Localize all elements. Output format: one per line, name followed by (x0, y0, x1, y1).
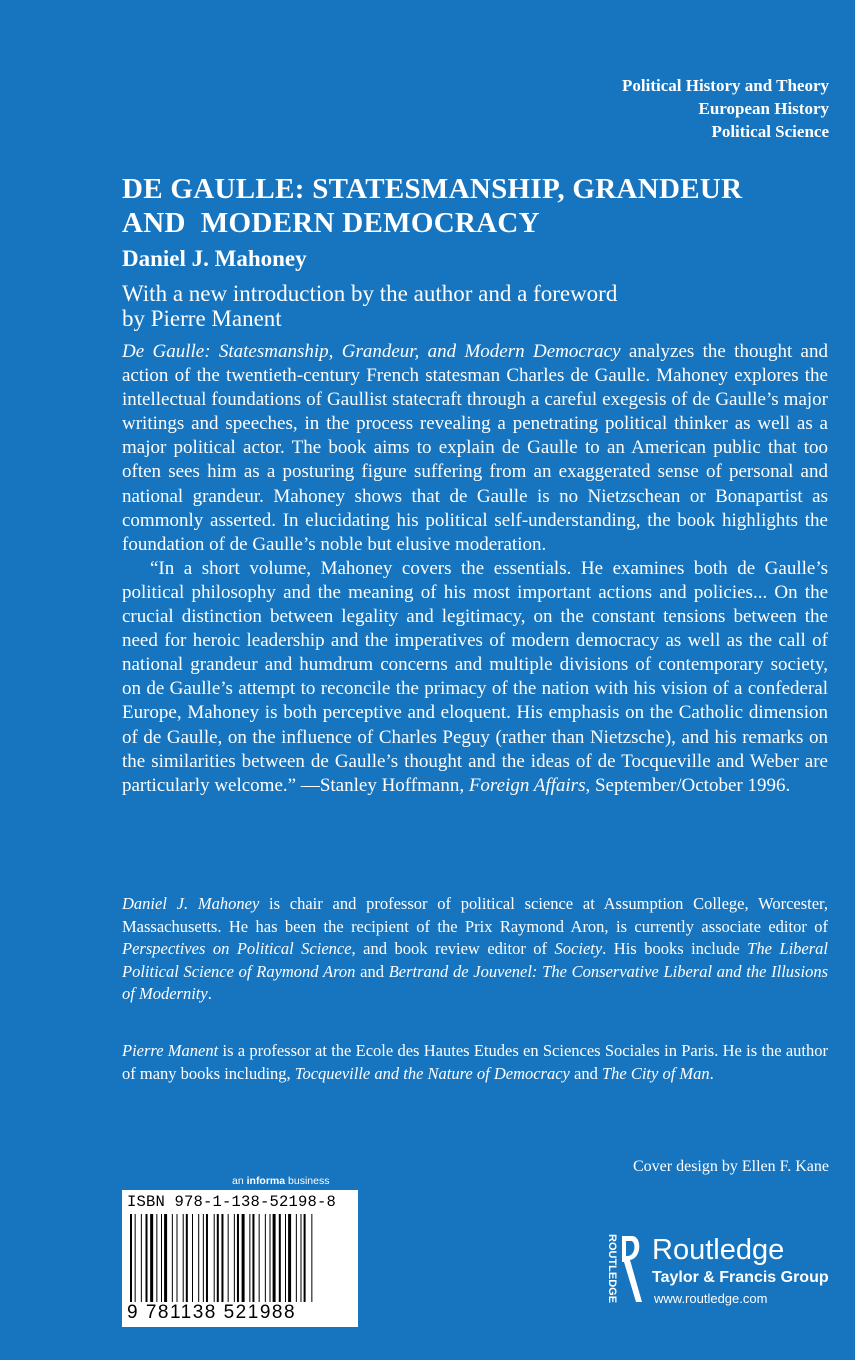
bio-text: . (207, 984, 212, 1003)
barcode-bars (126, 1214, 354, 1314)
barcode-bar (192, 1214, 193, 1314)
barcode-bar (130, 1214, 132, 1314)
subject-line: Political Science (711, 122, 829, 141)
barcode-bar (311, 1214, 312, 1314)
barcode-bar (259, 1214, 260, 1314)
bio-name: Daniel J. Mahoney (122, 894, 260, 913)
barcode-bar (237, 1214, 239, 1314)
barcode-bar (234, 1214, 235, 1314)
subject-line: European History (698, 99, 829, 118)
publisher-group: Taylor & Francis Group (652, 1269, 829, 1286)
bio-text: . His books include (602, 939, 748, 958)
publisher-website: www.routledge.com (654, 1291, 768, 1306)
subject-line: Political History and Theory (622, 76, 829, 95)
review-quote (122, 557, 828, 798)
barcode-bar (265, 1214, 266, 1314)
barcode-bar (214, 1214, 215, 1314)
barcode-bar (186, 1214, 188, 1314)
routledge-r-icon (618, 1232, 646, 1304)
barcode-bar (164, 1214, 167, 1314)
barcode-bar (304, 1214, 306, 1314)
barcode-bar (242, 1214, 245, 1314)
intro-line: With a new introduction by the author and a foreword (122, 281, 618, 306)
bio-name: Pierre Manent (122, 1041, 219, 1060)
informa-tagline (232, 1175, 329, 1187)
cover-design-credit: Cover design by Ellen F. Kane (632, 1158, 829, 1175)
isbn-number: ISBN 978-1-138-52198-8 (127, 1193, 337, 1211)
title-line: AND MODERN DEMOCRACY (122, 207, 540, 239)
bio-text: is chair and professor of political science at Assumption College, Worcester, Massachusetts. He has been the recipient of the Prix Raymond Aron, is currently associate editor of (122, 894, 828, 936)
author-bio (122, 893, 828, 1006)
barcode-bar (288, 1214, 291, 1314)
barcode-bar (177, 1214, 178, 1314)
author-name: Daniel J. Mahoney (122, 246, 307, 271)
foreword-author-bio (122, 1040, 828, 1085)
barcode-bar (141, 1214, 142, 1314)
informa-prefix: an (232, 1175, 247, 1187)
routledge-vertical-logo (596, 1232, 618, 1304)
barcode-bar (228, 1214, 229, 1314)
barcode-bar (135, 1214, 136, 1314)
barcode-bar (273, 1214, 276, 1314)
barcode-bar (161, 1214, 162, 1314)
barcode-bar (279, 1214, 281, 1314)
barcode-bar (252, 1214, 254, 1314)
barcode-bar (183, 1214, 184, 1314)
barcode-bar (150, 1214, 153, 1314)
publisher-logo (592, 1232, 832, 1312)
barcode-bar (198, 1214, 199, 1314)
quote-text: “In a short volume, Mahoney covers the essentials. He examines both de Gaulle’s political philosophy and the meaning of his most important actions and policies... On the crucial distinction between legality and legitimacy, on the constant tensions between the need for heroic leadership and the imperatives of modern democracy as well as the call of national grandeur and humdrum concerns and multiple divisions of contemporary society, on de Gaulle’s attempt to reconcile the primacy of the nation with his vision of a confederal Europe, Mahoney is both perceptive and eloquent. His emphasis on the Catholic dimension of de Gaulle, on the influence of Charles Peguy (rather than Nietzsche), and his remarks on the similarities between de Gaulle’s thought and the ideas of de Tocqueville and Weber are particularly welcome.” —Stanley Hoffmann, (122, 557, 828, 796)
book-reference: Bertrand de Jouvenel: The Conservative Liberal and the Illusions of Modernity (122, 961, 828, 1003)
isbn-barcode (122, 1190, 358, 1327)
informa-suffix: business (285, 1175, 330, 1187)
book-reference: The Liberal Political Science of Raymond Aron (122, 939, 828, 981)
publisher-name: Routledge (652, 1234, 785, 1266)
bio-text: is a professor at the Ecole des Hautes Etudes en Sciences Sociales in Paris. He is the author of many books including, (122, 1041, 828, 1083)
informa-brand: informa (246, 1175, 286, 1187)
bio-text: and (569, 1063, 602, 1083)
barcode-bar (301, 1214, 302, 1314)
barcode-bar (221, 1214, 223, 1314)
title-line: DE GAULLE: STATESMANSHIP, GRANDEUR (122, 173, 743, 205)
barcode-bar (249, 1214, 250, 1314)
quote-date: , September/October 1996. (585, 774, 791, 796)
description-text: analyzes the thought and action of the twentieth-century French statesman Charles de Gaulle. Mahoney explores the intellectual foundations of Gaullist statecraft through a careful exegesis of de Gaulle’s major writings and speeches, in the process revealing a penetrating political thinker as well as a major political actor. The book aims to explain de Gaulle to an American public that too often sees him as a posturing figure suffering from an exaggerated sense of personal and national grandeur. Mahoney shows that de Gaulle is no Nietzschean or Bonapartist as commonly asserted. In elucidating his political self-understanding, the book highlights the foundation of de Gaulle’s noble but elusive moderation. (122, 341, 828, 555)
svg-text:ROUTLEDGE: ROUTLEDGE (606, 1234, 618, 1304)
book-title-italic: De Gaulle: Statesmanship, Grandeur, and Modern Democracy (122, 341, 621, 362)
barcode-bar (270, 1214, 271, 1314)
barcode-bar (156, 1214, 157, 1314)
barcode-bar (285, 1214, 286, 1314)
subject-categories (622, 74, 829, 143)
barcode-bar (217, 1214, 219, 1314)
book-description (122, 340, 828, 798)
book-reference: Tocqueville and the Nature of Democracy (294, 1063, 570, 1083)
barcode-digits: 9 781138 521988 (127, 1302, 355, 1324)
barcode-bar (206, 1214, 208, 1314)
barcode-bar (296, 1214, 297, 1314)
description-paragraph (122, 340, 828, 557)
journal-title: Perspectives on Political Science (122, 939, 352, 958)
barcode-bar (146, 1214, 148, 1314)
bio-text: and (355, 961, 389, 981)
bio-text: . (709, 1063, 714, 1083)
barcode-bar (172, 1214, 173, 1314)
intro-credit (122, 281, 742, 331)
quote-source: Foreign Affairs (468, 774, 586, 796)
journal-title: Society (554, 939, 603, 958)
intro-line: by Pierre Manent (122, 306, 282, 331)
barcode-bar (203, 1214, 204, 1314)
book-title (122, 172, 842, 240)
book-reference: The City of Man (601, 1063, 710, 1083)
bio-text: , and book review editor of (351, 939, 555, 958)
